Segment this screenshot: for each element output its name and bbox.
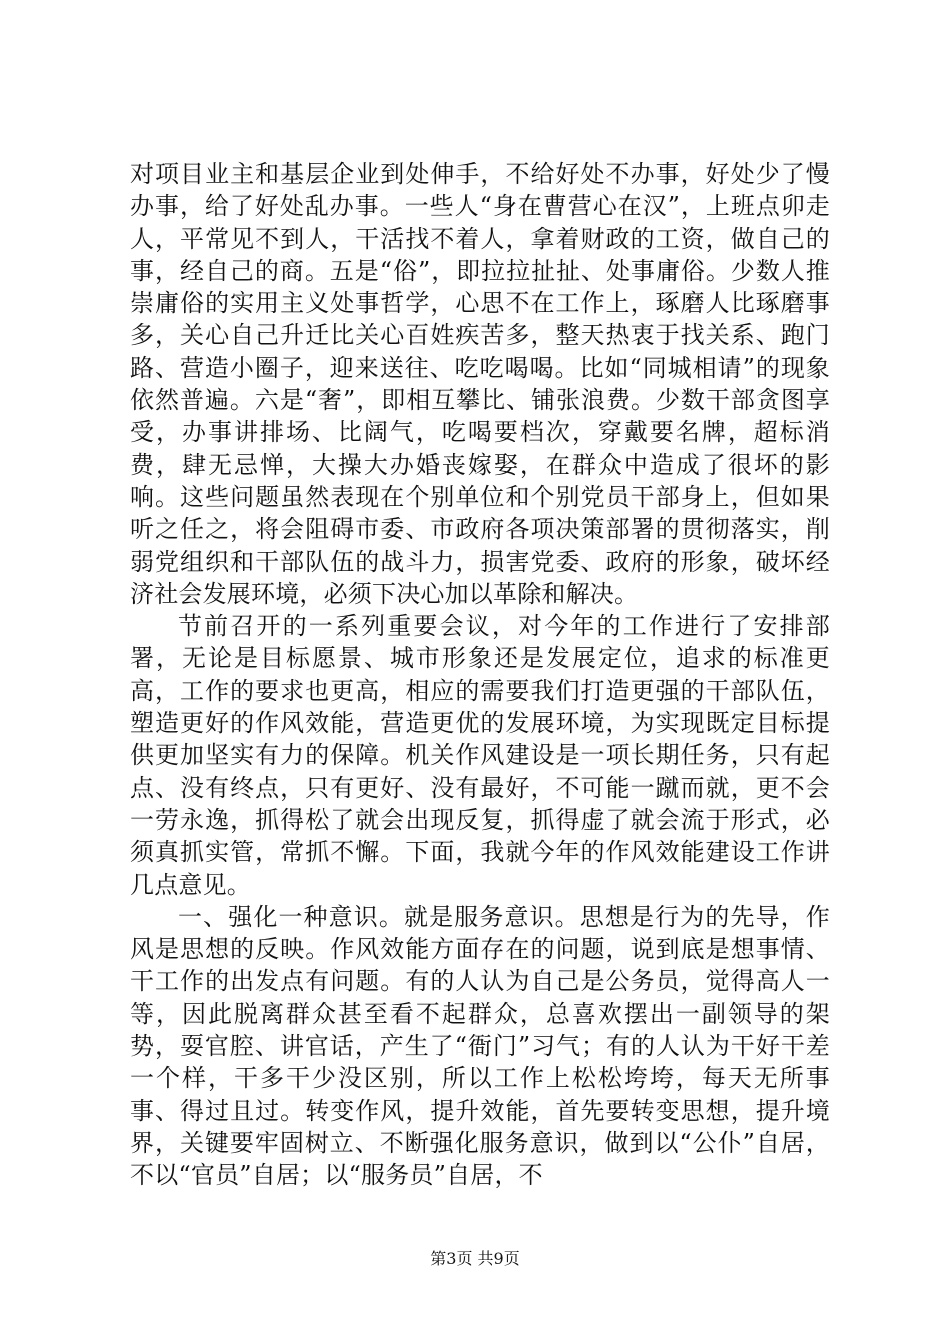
document-body xyxy=(130,158,830,1192)
paragraph-continuation: 对项目业主和基层企业到处伸手，不给好处不办事，好处少了慢办事，给了好处乱办事。一些人“身在曹营心在汉”，上班点卯走人，平常见不到人，干活找不着人，拿着财政的工资，做自己的事，经自己的商。五是“俗”，即拉拉扯扯、处事庸俗。少数人推崇庸俗的实用主义处事哲学，心思不在工作上，琢磨人比琢磨事多，关心自己升迁比关心百姓疾苦多，整天热衷于找关系、跑门路、营造小圈子，迎来送往、吃吃喝喝。比如“同城相请”的现象依然普遍。六是“奢”，即相互攀比、铺张浪费。少数干部贪图享受，办事讲排场、比阔气，吃喝要档次，穿戴要名牌，超标消费，肆无忌惮，大操大办婚丧嫁娶，在群众中造成了很坏的影响。这些问题虽然表现在个别单位和个别党员干部身上，但如果听之任之，将会阻碍市委、市政府各项决策部署的贯彻落实，削弱党组织和干部队伍的战斗力，损害党委、政府的形象，破坏经济社会发展环境，必须下决心加以革除和解决。 xyxy=(130,160,830,608)
page-number-footer: 第3页 共9页 xyxy=(430,1249,520,1268)
paragraph-meetings: 节前召开的一系列重要会议，对今年的工作进行了安排部署，无论是目标愿景、城市形象还是发展定位，追求的标准更高，工作的要求也更高，相应的需要我们打造更强的干部队伍，塑造更好的作风效能，营造更优的发展环境，为实现既定目标提供更加坚实有力的保障。机关作风建设是一项长期任务，只有起点、没有终点，只有更好、没有最好，不可能一蹴而就，更不会一劳永逸，抓得松了就会出现反复，抓得虚了就会流于形式，必须真抓实管，常抓不懈。下面，我就今年的作风效能建设工作讲几点意见。 xyxy=(130,612,830,899)
paragraph-service-awareness: 一、强化一种意识。就是服务意识。思想是行为的先导，作风是思想的反映。作风效能方面存在的问题，说到底是想事情、干工作的出发点有问题。有的人认为自己是公务员，觉得高人一等，因此脱离群众甚至看不起群众，总喜欢摆出一副领导的架势，耍官腔、讲官话，产生了“衙门”习气；有的人认为干好干差一个样，干多干少没区别，所以工作上松松垮垮，每天无所事事、得过且过。转变作风，提升效能，首先要转变思想，提升境界，关键要牢固树立、不断强化服务意识，做到以“公仆”自居，不以“官员”自居；以“服务员”自居，不 xyxy=(130,902,830,1190)
